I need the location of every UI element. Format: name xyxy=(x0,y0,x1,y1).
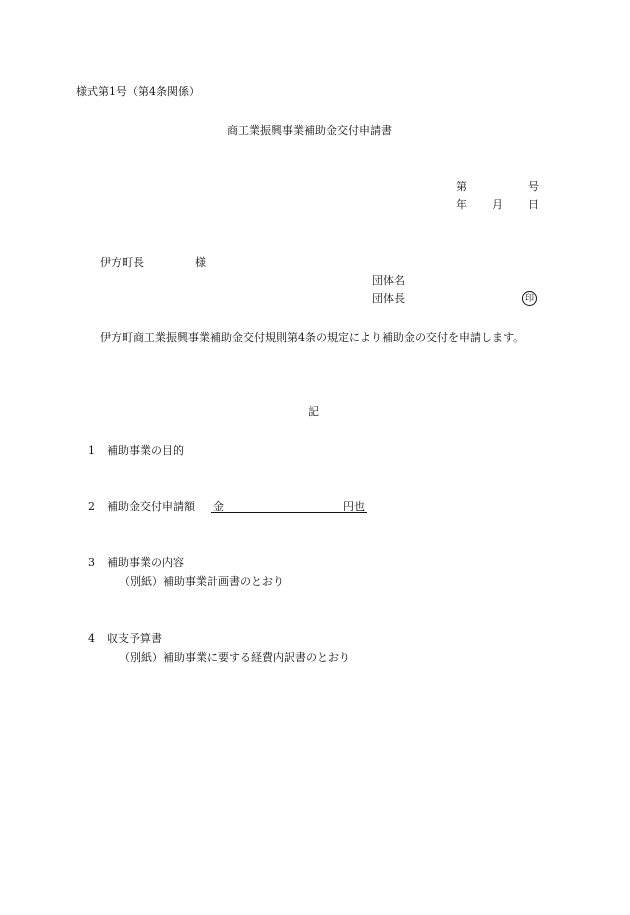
item-label: 補助金交付申請額 xyxy=(107,500,195,513)
seal-icon: 印 xyxy=(522,291,537,306)
document-title: 商工業振興事業補助金交付申請書 xyxy=(227,124,392,137)
org-name-label: 団体名 xyxy=(372,274,405,287)
number-dai: 第 xyxy=(456,180,467,193)
item-number: 3 xyxy=(88,556,95,569)
date-month: 月 xyxy=(492,198,503,211)
amount-prefix: 金 xyxy=(213,500,224,513)
ki-heading: 記 xyxy=(308,405,319,418)
date-day: 日 xyxy=(528,198,539,211)
item-label: 補助事業の内容 xyxy=(107,556,184,569)
item-number: 2 xyxy=(88,500,95,513)
amount-suffix: 円也 xyxy=(343,500,365,513)
addressee-name: 伊方町長 xyxy=(100,256,144,269)
item-number: 4 xyxy=(88,632,95,645)
item-detail: （別紙）補助事業に要する経費内訳書のとおり xyxy=(119,651,350,664)
form-number: 様式第1号（第4条関係） xyxy=(76,85,200,98)
addressee-honorific: 様 xyxy=(195,256,206,269)
org-head-label: 団体長 xyxy=(372,292,405,305)
date-year: 年 xyxy=(456,198,467,211)
amount-underline xyxy=(211,512,367,513)
item-label: 補助事業の目的 xyxy=(107,444,184,457)
item-number: 1 xyxy=(88,444,95,457)
body-text: 伊方町商工業振興事業補助金交付規則第4条の規定により補助金の交付を申請します。 xyxy=(100,331,525,344)
number-go: 号 xyxy=(528,180,539,193)
item-label: 収支予算書 xyxy=(107,632,162,645)
item-detail: （別紙）補助事業計画書のとおり xyxy=(119,575,284,588)
